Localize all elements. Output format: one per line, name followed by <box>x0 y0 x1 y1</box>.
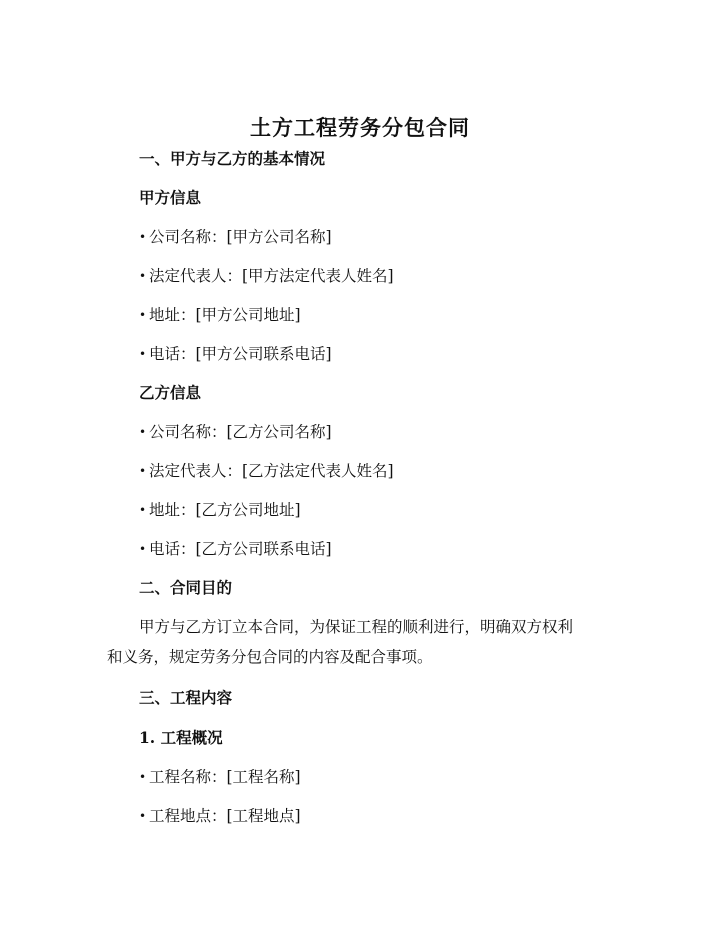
party-b-legal-rep: 法定代表人：[乙方法定代表人姓名] <box>149 462 394 480</box>
bullet-icon: • <box>139 464 147 478</box>
section2-paragraph <box>107 612 612 672</box>
bullet-icon: • <box>139 347 147 361</box>
list-item <box>139 460 394 482</box>
party-a-company-name: 公司名称：[甲方公司名称] <box>149 228 332 246</box>
list-item <box>139 538 332 560</box>
list-item <box>139 265 394 287</box>
section3-heading: 三、工程内容 <box>139 688 233 707</box>
paragraph-line: 甲方与乙方订立本合同，为保证工程的顺利进行，明确双方权利 <box>139 618 574 636</box>
list-item <box>139 343 332 365</box>
bullet-icon: • <box>139 230 147 244</box>
document-title: 土方工程劳务分包合同 <box>250 115 470 140</box>
section1-heading: 一、甲方与乙方的基本情况 <box>139 149 326 168</box>
project-location: 工程地点：[工程地点] <box>149 807 301 825</box>
party-b-company-name: 公司名称：[乙方公司名称] <box>149 423 332 441</box>
bullet-icon: • <box>139 308 147 322</box>
list-item <box>139 805 301 827</box>
list-item <box>139 499 301 521</box>
party-b-heading: 乙方信息 <box>139 383 202 402</box>
bullet-icon: • <box>139 809 147 823</box>
project-name: 工程名称：[工程名称] <box>149 768 301 786</box>
subsection-1-heading: 1. 工程概况 <box>139 728 223 747</box>
list-item <box>139 766 301 788</box>
list-item <box>139 226 332 248</box>
party-b-phone: 电话：[乙方公司联系电话] <box>149 540 332 558</box>
bullet-icon: • <box>139 770 147 784</box>
section2-heading: 二、合同目的 <box>139 578 233 597</box>
party-a-legal-rep: 法定代表人：[甲方法定代表人姓名] <box>149 267 394 285</box>
party-b-address: 地址：[乙方公司地址] <box>149 501 301 519</box>
bullet-icon: • <box>139 503 147 517</box>
bullet-icon: • <box>139 269 147 283</box>
party-a-phone: 电话：[甲方公司联系电话] <box>149 345 332 363</box>
party-a-heading: 甲方信息 <box>139 188 202 207</box>
paragraph-line: 和义务，规定劳务分包合同的内容及配合事项。 <box>107 648 433 666</box>
party-a-address: 地址：[甲方公司地址] <box>149 306 301 324</box>
list-item <box>139 304 301 326</box>
bullet-icon: • <box>139 425 147 439</box>
bullet-icon: • <box>139 542 147 556</box>
list-item <box>139 421 332 443</box>
